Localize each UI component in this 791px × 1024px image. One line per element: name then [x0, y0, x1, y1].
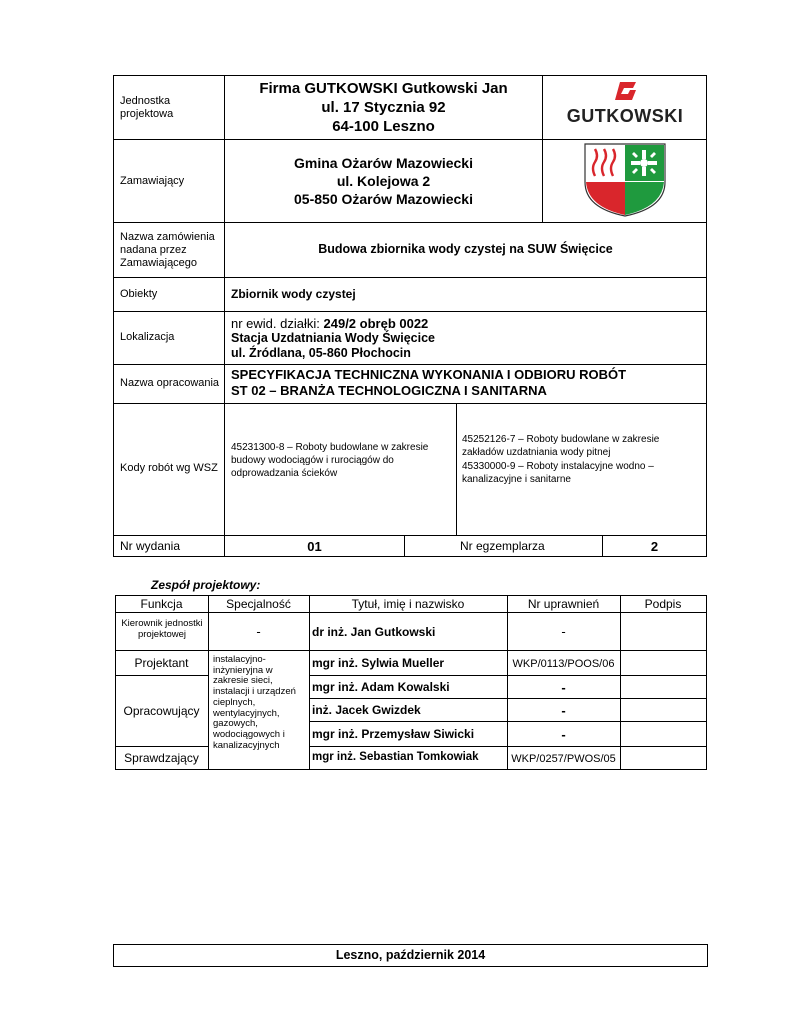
- footer-text: Leszno, październik 2014: [335, 948, 486, 962]
- nr-uprawnien: -: [561, 727, 566, 742]
- zamawiajacy-line-2: ul. Kolejowa 2: [336, 173, 431, 189]
- funkcja-projektant: Projektant: [134, 656, 189, 670]
- obiekty-label: Obiekty: [120, 288, 158, 300]
- gutkowski-logo: [560, 80, 690, 128]
- nr-uprawnien: -: [561, 703, 566, 718]
- kody-label: Kody robót wg WSZ: [120, 462, 218, 474]
- egzemplarza-value: 2: [650, 539, 659, 554]
- lokalizacja-line-1: [231, 316, 701, 332]
- jednostka-label: Jednostka projektowa: [120, 95, 174, 121]
- lokalizacja-prefix: nr ewid. działki:: [231, 316, 320, 331]
- kody-right-2: 45330000-9 – Roboty instalacyjne wodno – kanalizacyjne i sanitarne: [462, 461, 654, 485]
- coat-of-arms-icon: [583, 142, 667, 218]
- kody-left: 45231300-8 – Roboty budowlane w zakresie budowy wodociągów i rurociągów do odprowadzania ścieków: [231, 442, 429, 479]
- lokalizacja-dzialka: 249/2 obręb 0022: [323, 316, 429, 331]
- col-funkcja: Funkcja: [140, 597, 183, 611]
- funkcja-sprawdzajacy: Sprawdzający: [124, 751, 199, 765]
- nr-uprawnien: -: [561, 624, 566, 639]
- firma-line-1: Firma GUTKOWSKI Gutkowski Jan: [259, 80, 508, 97]
- nazwa-zamowienia-label: Nazwa zamówienia nadana przez Zamawiającego: [120, 231, 215, 270]
- opracowania-label: Nazwa opracowania: [120, 377, 220, 389]
- firma-line-2: ul. 17 Stycznia 92: [321, 99, 446, 116]
- opracowania-line-2: ST 02 – BRANŻA TECHNOLOGICZNA I SANITARNA: [231, 383, 547, 398]
- funkcja-kierownik: Kierownik jednostki projektowej: [121, 618, 203, 641]
- col-tytul: Tytuł, imię i nazwisko: [351, 597, 465, 611]
- person-name: mgr inż. Przemysław Siwicki: [312, 727, 475, 741]
- col-podpis: Podpis: [644, 597, 682, 611]
- nr-uprawnien: WKP/0257/PWOS/05: [511, 753, 616, 765]
- obiekty-value: Zbiornik wody czystej: [231, 287, 356, 301]
- lokalizacja-line-3: ul. Źródlana, 05-860 Płochocin: [231, 346, 411, 360]
- col-specjalnosc: Specjalność: [226, 597, 291, 611]
- nazwa-zamowienia-value: Budowa zbiornika wody czystej na SUW Święcice: [318, 242, 613, 256]
- firma-line-3: 64-100 Leszno: [332, 118, 435, 135]
- zamawiajacy-line-3: 05-850 Ożarów Mazowiecki: [294, 191, 473, 207]
- zamawiajacy-line-1: Gmina Ożarów Mazowiecki: [294, 155, 473, 171]
- person-name: mgr inż. Sylwia Mueller: [312, 656, 445, 670]
- kierownik-specjalnosc: -: [256, 624, 261, 639]
- person-name: inż. Jacek Gwizdek: [312, 703, 421, 717]
- person-name: mgr inż. Adam Kowalski: [312, 680, 450, 694]
- egzemplarza-label: Nr egzemplarza: [460, 539, 545, 553]
- lokalizacja-label: Lokalizacja: [120, 331, 175, 343]
- col-nr-uprawnien: Nr uprawnień: [527, 597, 600, 611]
- person-name: mgr inż. Sebastian Tomkowiak: [312, 751, 479, 763]
- nr-uprawnien: -: [561, 680, 566, 695]
- funkcja-opracowujacy: Opracowujący: [123, 704, 200, 718]
- opracowania-line-1: SPECYFIKACJA TECHNICZNA WYKONANIA I ODBIORU ROBÓT: [231, 367, 627, 382]
- wydania-value: 01: [307, 539, 322, 554]
- nr-uprawnien: WKP/0113/POOS/06: [512, 658, 615, 670]
- team-title: Zespół projektowy:: [151, 578, 261, 592]
- kody-right-1: 45252126-7 – Roboty budowlane w zakresie zakładów uzdatniania wody pitnej: [462, 434, 660, 458]
- wydania-label: Nr wydania: [120, 539, 181, 553]
- specjalnosc-text: instalacyjno-inżynieryjna w zakresie sieci, instalacji i urządzeń cieplnych, wentylacyjnych, gazowych, wodociągowych i kanalizacyjnych: [213, 654, 296, 751]
- person-name: dr inż. Jan Gutkowski: [312, 625, 436, 639]
- zamawiajacy-label: Zamawiający: [120, 175, 185, 187]
- logo-text: GUTKOWSKI: [566, 106, 684, 126]
- coat-of-arms: [583, 142, 667, 218]
- lokalizacja-line-2: Stacja Uzdatniania Wody Święcice: [231, 331, 436, 345]
